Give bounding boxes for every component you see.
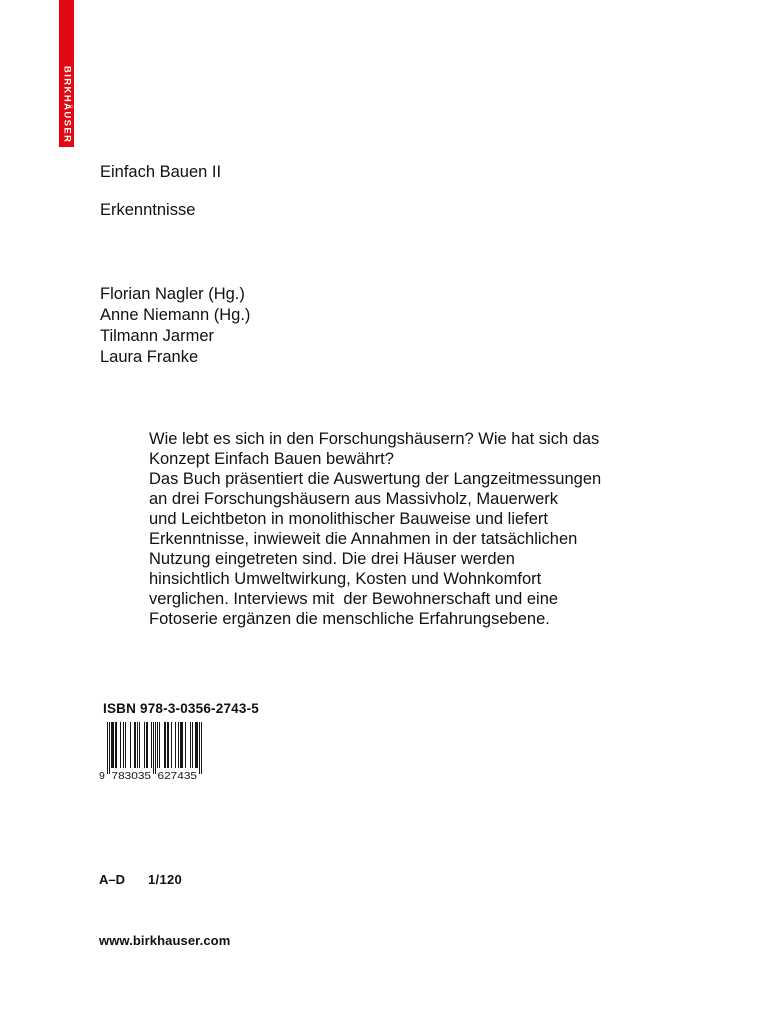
print-code [99, 872, 219, 888]
description-line: Konzept Einfach Bauen bewährt? [149, 450, 394, 468]
publisher-name: BIRKHÄUSER [61, 65, 73, 143]
description-line: hinsichtlich Umweltwirkung, Kosten und Wohnkomfort [149, 570, 542, 588]
description-line: und Leichtbeton in monolithischer Bauweise und liefert [149, 510, 548, 528]
ean13-barcode [99, 722, 203, 782]
description-line: Erkenntnisse, inwieweit die Annahmen in der tatsächlichen [149, 530, 578, 548]
author-name: Tilmann Jarmer [100, 327, 214, 345]
publisher-website: www.birkhauser.com [99, 933, 231, 948]
author-name: Laura Franke [100, 348, 199, 366]
description-line: verglichen. Interviews mit der Bewohnerschaft und eine [149, 590, 559, 608]
print-code-run: 1/120 [148, 872, 183, 887]
svg-text:627435: 627435 [157, 770, 198, 782]
author-name: Florian Nagler (Hg.) [100, 285, 245, 303]
description-line: Nutzung eingetreten sind. Die drei Häuser werden [149, 550, 515, 568]
print-code-range: A–D [99, 872, 126, 887]
book-title: Einfach Bauen II [100, 163, 222, 181]
author-name: Anne Niemann (Hg.) [100, 306, 251, 324]
description-line: Das Buch präsentiert die Auswertung der Langzeitmessungen [149, 470, 602, 488]
description-line: Wie lebt es sich in den Forschungshäusern? Wie hat sich das [149, 430, 600, 448]
book-subtitle: Erkenntnisse [100, 201, 196, 219]
authors-list [100, 284, 250, 368]
title-block [100, 162, 221, 220]
description-line: Fotoserie ergänzen die menschliche Erfahrungsebene. [149, 610, 550, 628]
isbn-label: ISBN 978-3-0356-2743-5 [103, 701, 259, 716]
book-description [149, 429, 601, 629]
svg-text:783035: 783035 [111, 770, 152, 782]
description-line: an drei Forschungshäusern aus Massivholz, Mauerwerk [149, 490, 559, 508]
svg-text:9: 9 [99, 770, 105, 782]
publisher-banner [59, 0, 74, 147]
